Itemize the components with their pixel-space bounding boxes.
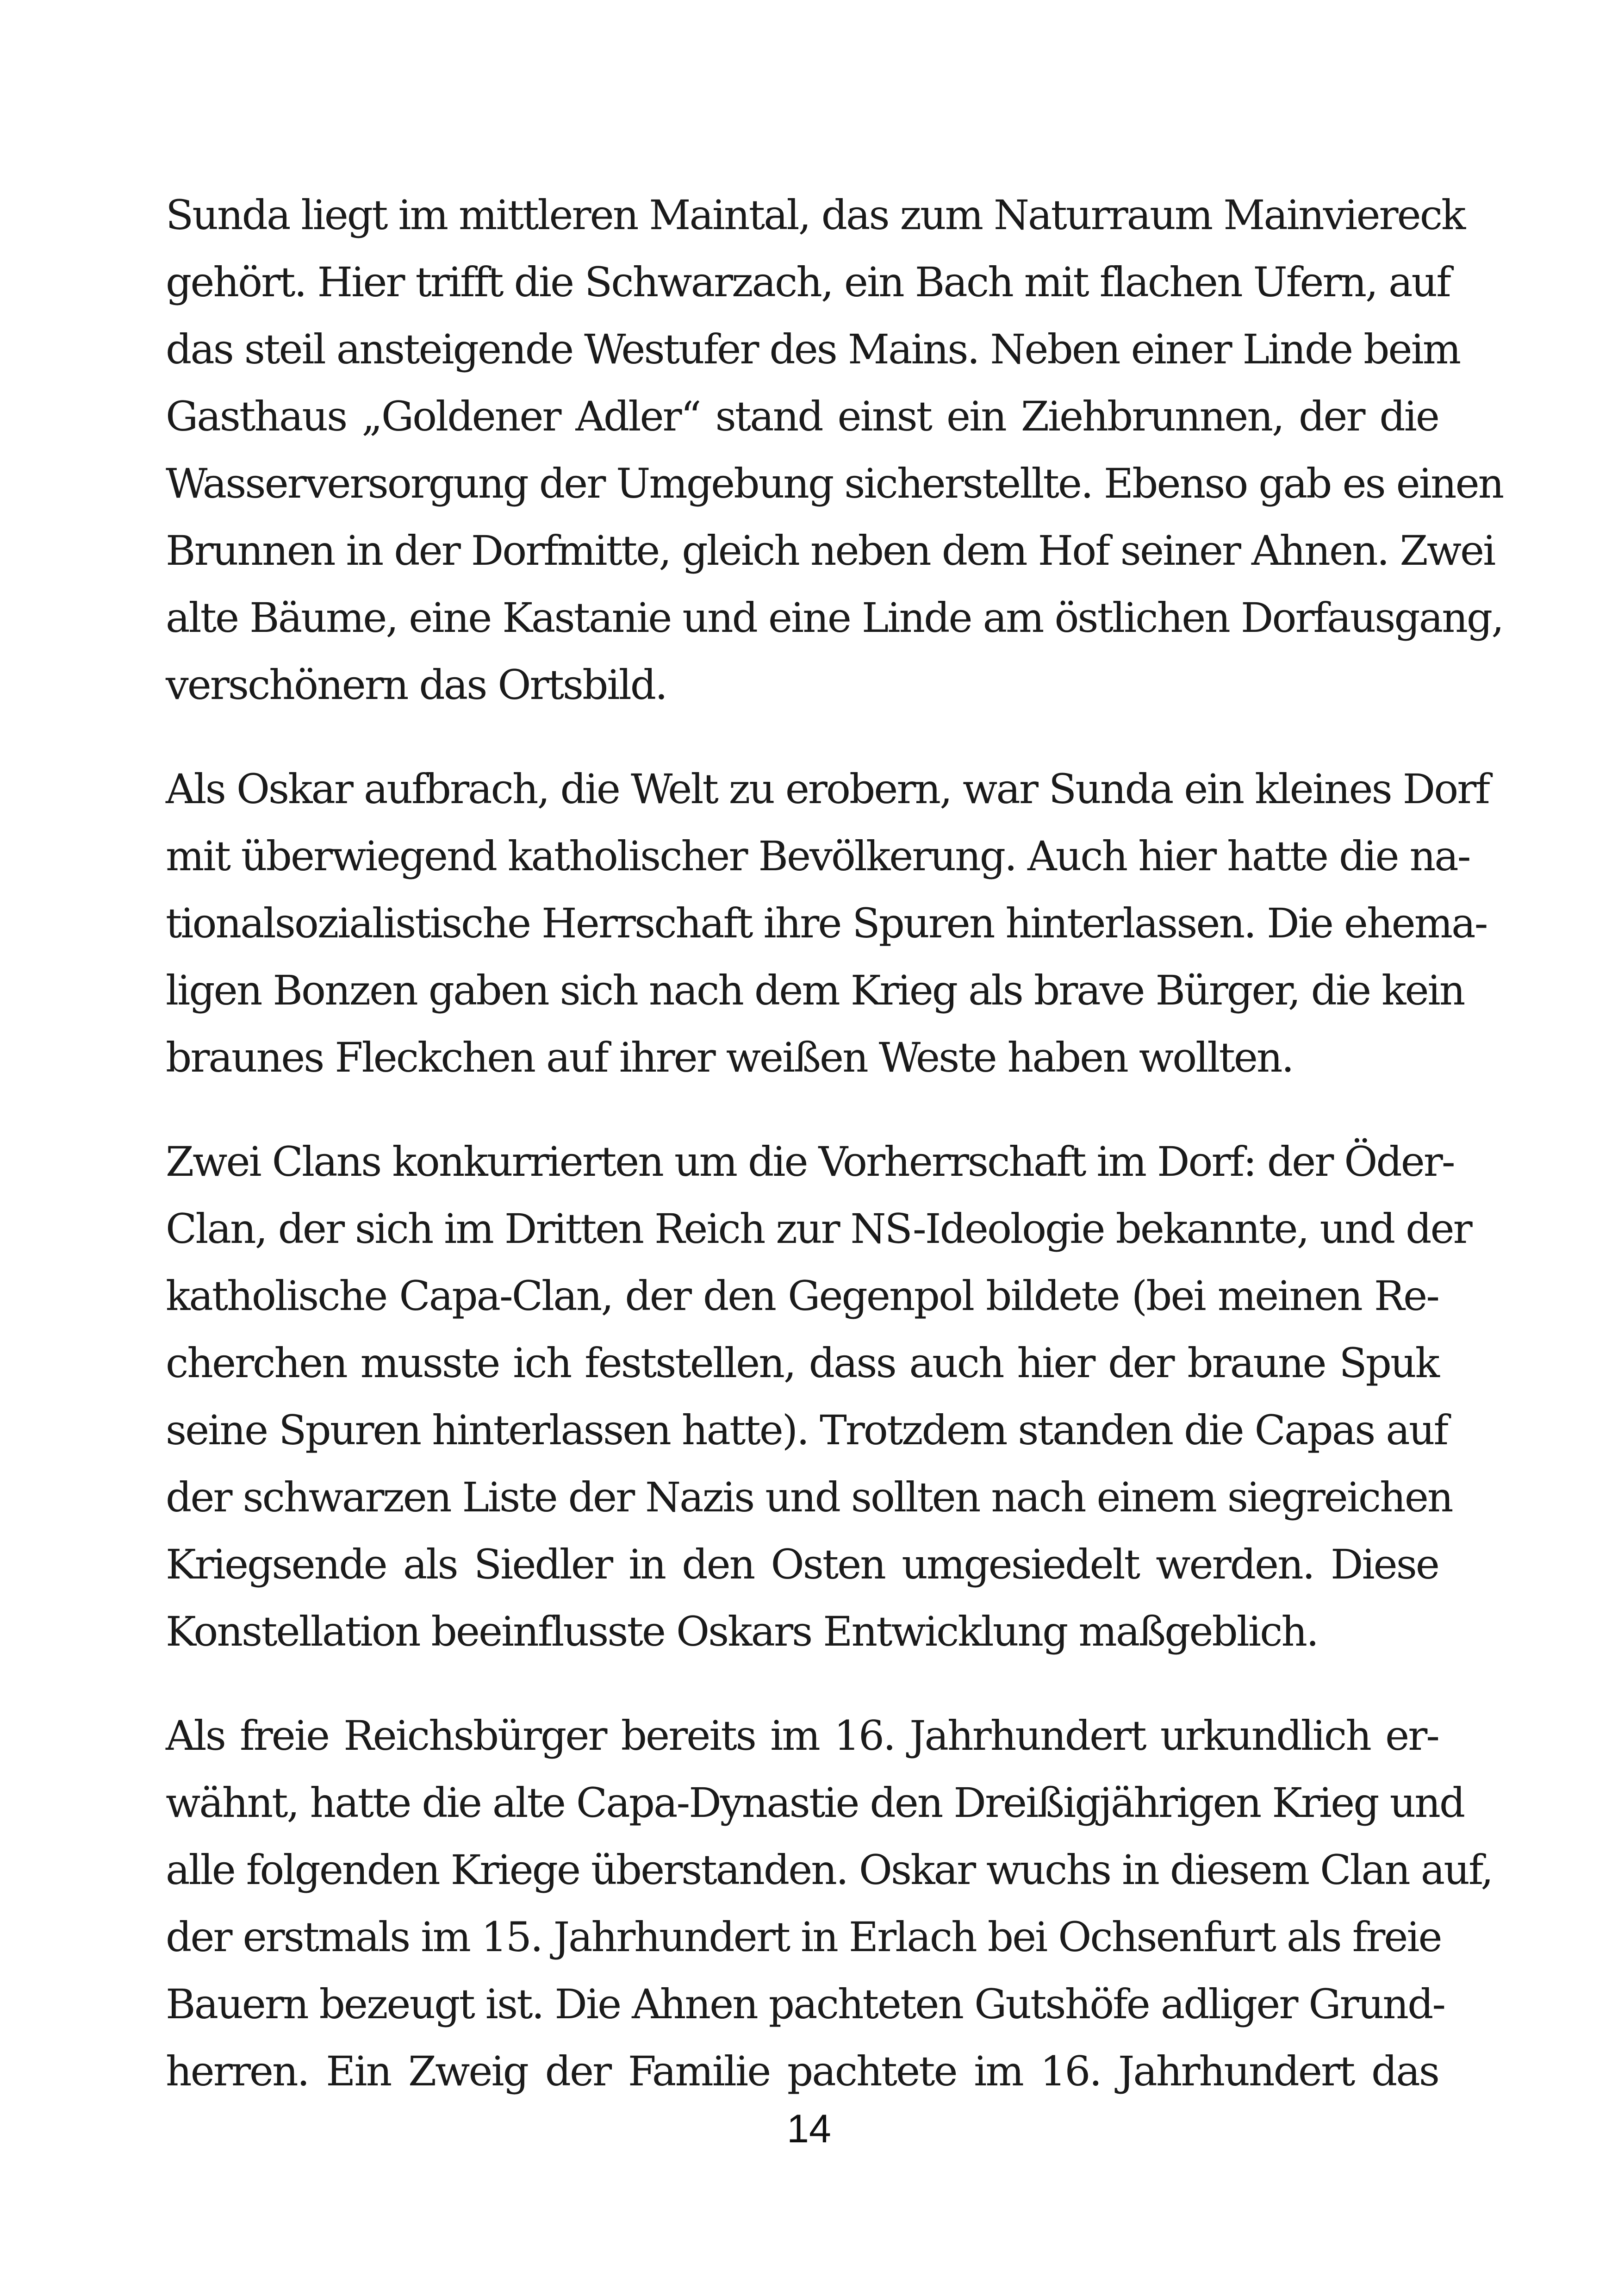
text-line: herren. Ein Zweig der Familie pachtete im 16. Jahrhundert das bbox=[166, 2047, 1438, 2095]
text-line: tionalsozialistische Herrschaft ihre Spuren hinterlassen. Die ehema- bbox=[166, 899, 1487, 947]
page-number: 14 bbox=[787, 2107, 831, 2151]
text-line: mit überwiegend katholischer Bevölkerung. Auch hier hatte die na- bbox=[166, 832, 1470, 880]
text-line: Kriegsende als Siedler in den Osten umgesiedelt werden. Diese bbox=[166, 1541, 1438, 1588]
text-line: Zwei Clans konkurrierten um die Vorherrschaft im Dorf: der Öder- bbox=[166, 1138, 1454, 1185]
paragraph-4 bbox=[166, 1702, 1493, 2105]
text-line: katholische Capa-Clan, der den Gegenpol bildete (bei meinen Re- bbox=[166, 1272, 1438, 1320]
text-line: verschönern das Ortsbild. bbox=[166, 661, 667, 709]
text-line: das steil ansteigende Westufer des Mains. Neben einer Linde beim bbox=[166, 325, 1460, 373]
text-line: Clan, der sich im Dritten Reich zur NS-Ideologie bekannte, und der bbox=[166, 1205, 1471, 1253]
text-line: wähnt, hatte die alte Capa-Dynastie den Dreißigjährigen Krieg und bbox=[166, 1779, 1464, 1827]
body-text bbox=[166, 181, 1503, 2105]
text-line: Brunnen in der Dorfmitte, gleich neben dem Hof seiner Ahnen. Zwei bbox=[166, 527, 1495, 574]
paragraph-spacer bbox=[166, 718, 1438, 755]
paragraph-2 bbox=[166, 755, 1489, 1091]
text-line: Als freie Reichsbürger bereits im 16. Jahrhundert urkundlich er- bbox=[166, 1712, 1438, 1759]
text-line: Gasthaus „Goldener Adler“ stand einst ein Ziehbrunnen, der die bbox=[166, 393, 1438, 440]
paragraph-spacer bbox=[166, 1091, 1438, 1128]
text-line: seine Spuren hinterlassen hatte). Trotzdem standen die Capas auf bbox=[166, 1406, 1448, 1454]
text-line: Sunda liegt im mittleren Maintal, das zum Naturraum Mainviereck bbox=[166, 191, 1465, 239]
text-line: Als Oskar aufbrach, die Welt zu erobern, war Sunda ein kleines Dorf bbox=[166, 765, 1489, 813]
paragraph-1 bbox=[166, 181, 1503, 718]
text-line: cherchen musste ich feststellen, dass auch hier der braune Spuk bbox=[166, 1339, 1438, 1387]
text-line: Wasserversorgung der Umgebung sicherstellte. Ebenso gab es einen bbox=[166, 460, 1503, 507]
text-line: ligen Bonzen gaben sich nach dem Krieg als brave Bürger, die kein bbox=[166, 967, 1464, 1014]
text-line: Konstellation beeinflusste Oskars Entwicklung maßgeblich. bbox=[166, 1608, 1318, 1655]
text-line: alle folgenden Kriege überstanden. Oskar wuchs in diesem Clan auf, bbox=[166, 1846, 1493, 1894]
text-line: braunes Fleckchen auf ihrer weißen Weste haben wollten. bbox=[166, 1034, 1293, 1081]
text-line: alte Bäume, eine Kastanie und eine Linde am östlichen Dorfausgang, bbox=[166, 594, 1503, 642]
paragraph-3 bbox=[166, 1128, 1471, 1665]
text-line: der schwarzen Liste der Nazis und sollten nach einem siegreichen bbox=[166, 1473, 1452, 1521]
paragraph-spacer bbox=[166, 1665, 1438, 1702]
text-line: der erstmals im 15. Jahrhundert in Erlach bei Ochsenfurt als freie bbox=[166, 1913, 1441, 1961]
text-line: Bauern bezeugt ist. Die Ahnen pachteten Gutshöfe adliger Grund- bbox=[166, 1980, 1445, 2028]
text-line: gehört. Hier trifft die Schwarzach, ein Bach mit flachen Ufern, auf bbox=[166, 258, 1450, 306]
